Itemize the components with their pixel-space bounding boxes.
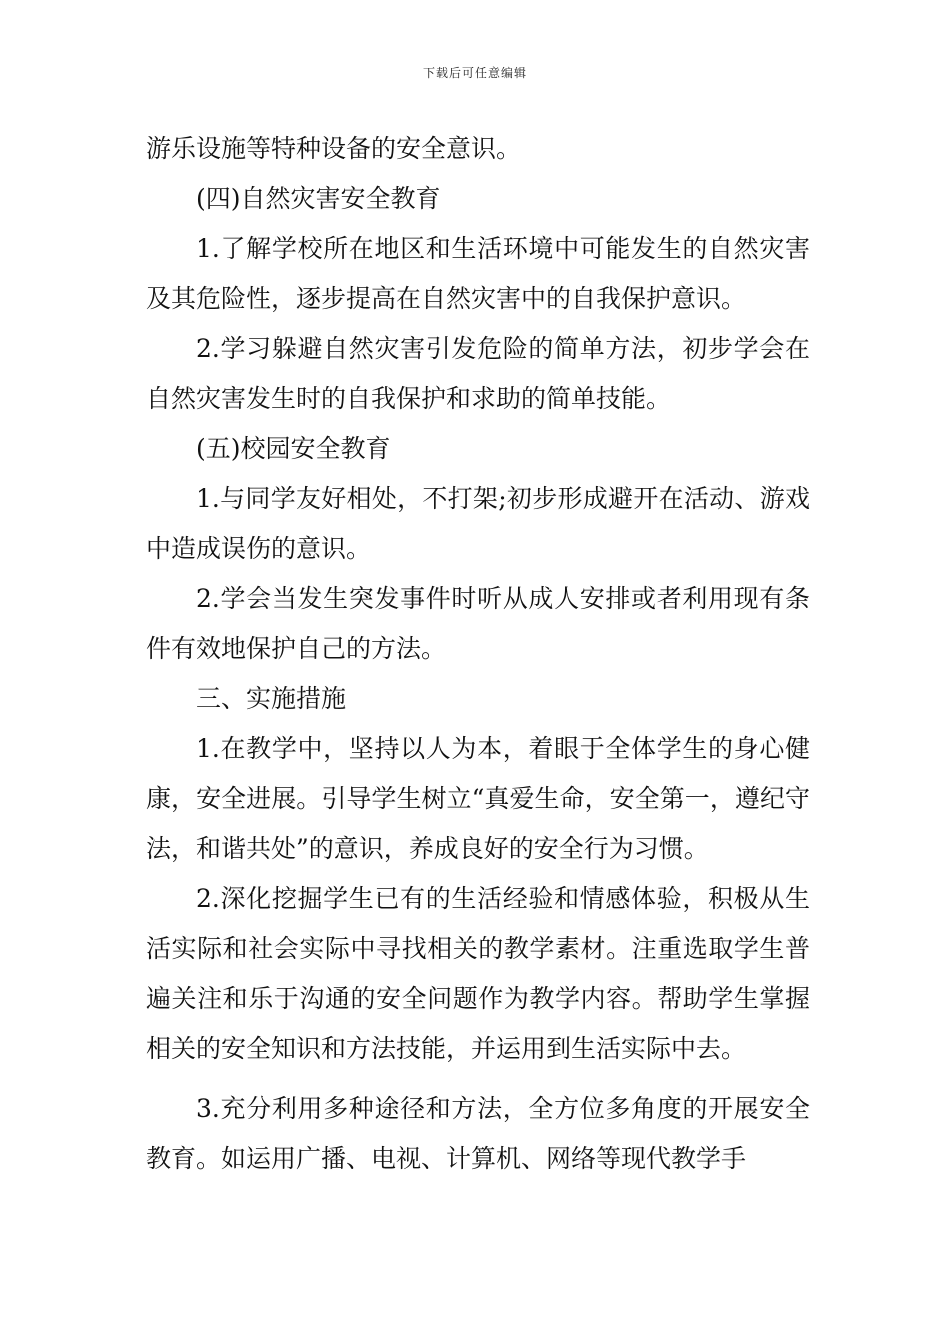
page-header: 下载后可任意编辑 [422, 66, 527, 80]
paragraph-item: 3.充分利用多种途径和方法，全方位多角度的开展安全教育。如运用广播、电视、计算机、网络等现代教学手 [146, 1094, 810, 1173]
paragraph-item: 1.在教学中，坚持以人为本，着眼于全体学生的身心健康，安全进展。引导学生树立“真爱生命，安全第一，遵纪守法，和谐共处”的意识，养成良好的安全行为习惯。 [146, 734, 810, 863]
paragraph-continuation: 游乐设施等特种设备的安全意识。 [146, 134, 522, 163]
section-heading-natural-disaster: (四)自然灾害安全教育 [196, 184, 441, 213]
paragraph-item: 1.与同学友好相处，不打架;初步形成避开在活动、游戏中造成误伤的意识。 [146, 484, 810, 563]
section-heading-measures: 三、实施措施 [196, 684, 347, 713]
paragraph-item: 2.深化挖掘学生已有的生活经验和情感体验，积极从生活实际和社会实际中寻找相关的教学素材。注重选取学生普遍关注和乐于沟通的安全问题作为教学内容。帮助学生掌握相关的安全知识和方法技能，并运用到生活实际中去。 [146, 884, 810, 1063]
section-heading-campus-safety: (五)校园安全教育 [196, 434, 391, 463]
paragraph-item: 2.学会当发生突发事件时听从成人安排或者利用现有条件有效地保护自己的方法。 [146, 584, 810, 663]
document-body [146, 124, 810, 1184]
paragraph-item: 1.了解学校所在地区和生活环境中可能发生的自然灾害及其危险性，逐步提高在自然灾害中的自我保护意识。 [146, 234, 810, 313]
paragraph-item: 2.学习躲避自然灾害引发危险的简单方法，初步学会在自然灾害发生时的自我保护和求助的简单技能。 [146, 334, 810, 413]
